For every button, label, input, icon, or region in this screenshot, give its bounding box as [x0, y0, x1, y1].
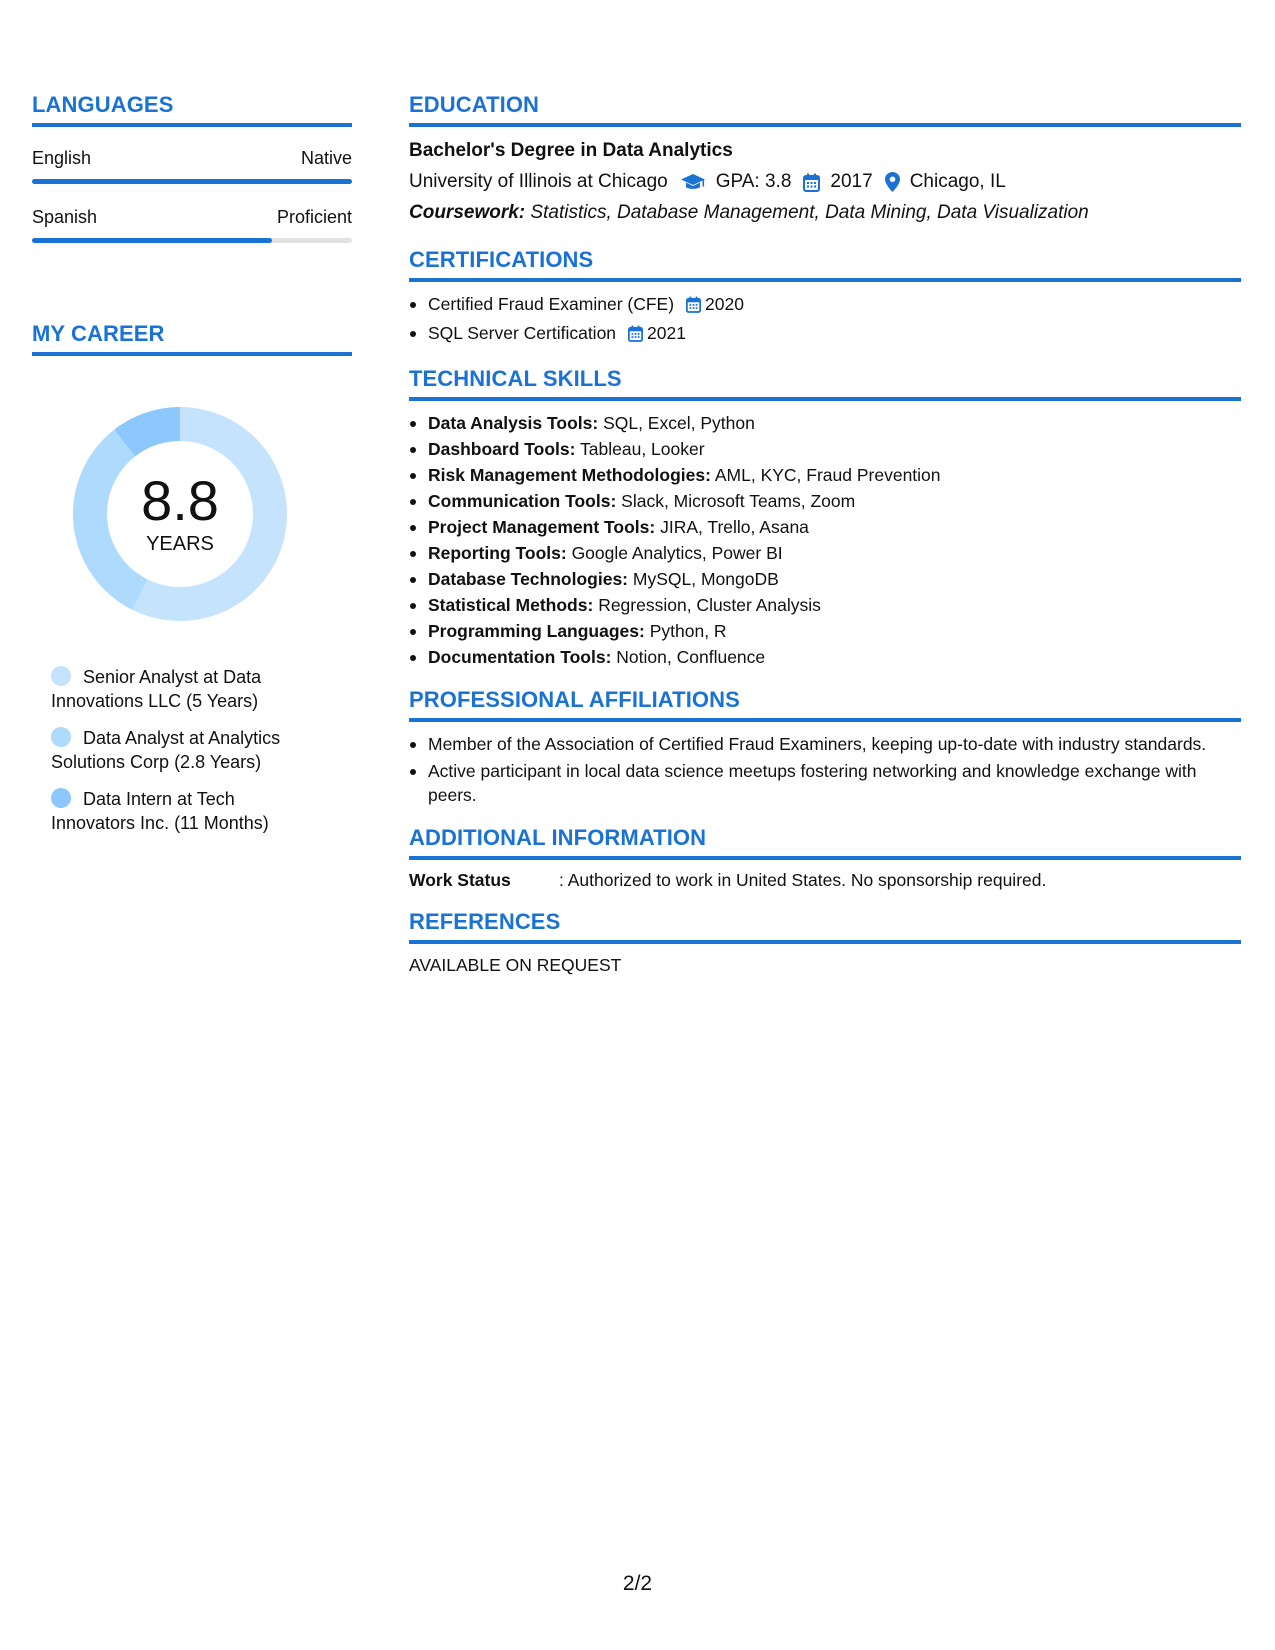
skill-label: Statistical Methods:	[428, 595, 594, 615]
skill-label: Dashboard Tools:	[428, 439, 576, 459]
skill-value: JIRA, Trello, Asana	[660, 517, 809, 537]
skill-label: Reporting Tools:	[428, 543, 567, 563]
section-divider	[409, 718, 1241, 722]
language-bar	[32, 238, 352, 243]
page-number: 2/2	[622, 1572, 653, 1595]
section-divider	[409, 123, 1241, 127]
affiliation-item: Active participant in local data science meetups fostering networking and knowledge exchange with peers.	[409, 759, 1241, 807]
skill-label: Project Management Tools:	[428, 517, 656, 537]
career-donut-chart	[65, 399, 295, 629]
affiliations-list	[409, 732, 1241, 807]
school-name: University of Illinois at Chicago	[409, 171, 668, 192]
section-title: ADDITIONAL INFORMATION	[409, 825, 707, 850]
donut-center	[65, 399, 295, 629]
skill-value: Tableau, Looker	[580, 439, 705, 459]
skill-item	[409, 437, 1241, 461]
language-bar-fill	[32, 179, 352, 184]
work-status-row	[409, 869, 1241, 891]
section-title: MY CAREER	[32, 321, 165, 346]
graduation-cap-icon	[680, 173, 706, 191]
main-content	[409, 92, 1241, 976]
skill-value: Notion, Confluence	[616, 647, 766, 667]
sidebar	[32, 92, 352, 848]
section-divider	[32, 352, 352, 356]
certification-item	[409, 321, 1241, 348]
certification-item	[409, 292, 1241, 319]
skill-value: Python, R	[649, 621, 727, 641]
section-title: REFERENCES	[409, 909, 561, 934]
skill-item	[409, 541, 1241, 565]
skill-item	[409, 515, 1241, 539]
work-status-label: Work Status	[409, 870, 511, 890]
calendar-icon	[686, 295, 701, 319]
affiliations-section	[409, 687, 1241, 807]
references-text: AVAILABLE ON REQUEST	[409, 955, 622, 975]
references-section	[409, 909, 1241, 976]
skill-item	[409, 567, 1241, 591]
languages-section	[32, 92, 352, 243]
section-title: PROFESSIONAL AFFILIATIONS	[409, 687, 740, 712]
career-section	[32, 321, 352, 835]
career-total-unit: YEARS	[146, 533, 214, 555]
skill-value: MySQL, MongoDB	[632, 569, 779, 589]
degree-title: Bachelor's Degree in Data Analytics	[409, 140, 733, 161]
section-divider	[409, 940, 1241, 944]
certification-name: Certified Fraud Examiner (CFE)	[428, 294, 675, 314]
legend-dot	[51, 666, 71, 686]
skill-label: Database Technologies:	[428, 569, 629, 589]
section-title: LANGUAGES	[32, 92, 174, 117]
career-item	[51, 787, 311, 835]
certification-year: 2020	[705, 294, 744, 314]
certifications-list	[409, 292, 1241, 348]
calendar-icon	[628, 324, 643, 348]
skill-label: Documentation Tools:	[428, 647, 612, 667]
skill-item	[409, 463, 1241, 487]
section-divider	[409, 856, 1241, 860]
language-name: English	[32, 148, 92, 168]
skill-label: Communication Tools:	[428, 491, 617, 511]
section-title: TECHNICAL SKILLS	[409, 366, 622, 391]
legend-dot	[51, 727, 71, 747]
section-divider	[409, 397, 1241, 401]
skill-label: Programming Languages:	[428, 621, 645, 641]
calendar-icon	[803, 173, 820, 192]
language-item	[32, 206, 352, 243]
career-total-value: 8.8	[141, 469, 219, 532]
language-bar	[32, 179, 352, 184]
skill-item	[409, 645, 1241, 669]
language-item	[32, 147, 352, 184]
certification-year: 2021	[647, 323, 686, 343]
skill-item	[409, 411, 1241, 435]
skill-item	[409, 619, 1241, 643]
language-level: Proficient	[276, 207, 352, 227]
language-level: Native	[300, 148, 352, 168]
education-section	[409, 92, 1241, 225]
career-item-text: Data Analyst at Analytics Solutions Corp (2.8 Years)	[51, 728, 281, 772]
skill-value: Slack, Microsoft Teams, Zoom	[621, 491, 856, 511]
career-item	[51, 665, 311, 713]
location-pin-icon	[885, 172, 900, 192]
career-item	[51, 726, 311, 774]
coursework	[409, 201, 1241, 225]
skill-item	[409, 593, 1241, 617]
skill-label: Risk Management Methodologies:	[428, 465, 711, 485]
career-legend	[32, 665, 352, 835]
section-title: CERTIFICATIONS	[409, 247, 594, 272]
school-location: Chicago, IL	[909, 171, 1006, 192]
section-divider	[409, 278, 1241, 282]
graduation-year: 2017	[830, 171, 873, 192]
language-name: Spanish	[32, 207, 98, 227]
coursework-value: Statistics, Database Management, Data Mining, Data Visualization	[530, 202, 1089, 223]
skill-item	[409, 489, 1241, 513]
skill-value: Regression, Cluster Analysis	[598, 595, 821, 615]
gpa: GPA: 3.8	[715, 171, 792, 192]
certifications-section	[409, 247, 1241, 348]
affiliation-item: Member of the Association of Certified Fraud Examiners, keeping up-to-date with industry standards.	[409, 732, 1241, 756]
skills-list	[409, 411, 1241, 669]
section-title: EDUCATION	[409, 92, 540, 117]
skill-value: SQL, Excel, Python	[603, 413, 755, 433]
technical-skills-section	[409, 366, 1241, 669]
education-details	[409, 170, 1241, 194]
language-bar-fill	[32, 238, 272, 243]
skill-value: Google Analytics, Power BI	[571, 543, 783, 563]
skill-value: AML, KYC, Fraud Prevention	[714, 465, 941, 485]
section-divider	[32, 123, 352, 127]
career-item-text: Data Intern at Tech Innovators Inc. (11 Months)	[51, 789, 269, 833]
additional-info-section	[409, 825, 1241, 891]
certification-name: SQL Server Certification	[428, 323, 617, 343]
career-item-text: Senior Analyst at Data Innovations LLC (5 Years)	[51, 667, 262, 711]
work-status-value: : Authorized to work in United States. No sponsorship required.	[559, 870, 1047, 890]
coursework-label: Coursework:	[409, 202, 526, 223]
legend-dot	[51, 788, 71, 808]
skill-label: Data Analysis Tools:	[428, 413, 599, 433]
